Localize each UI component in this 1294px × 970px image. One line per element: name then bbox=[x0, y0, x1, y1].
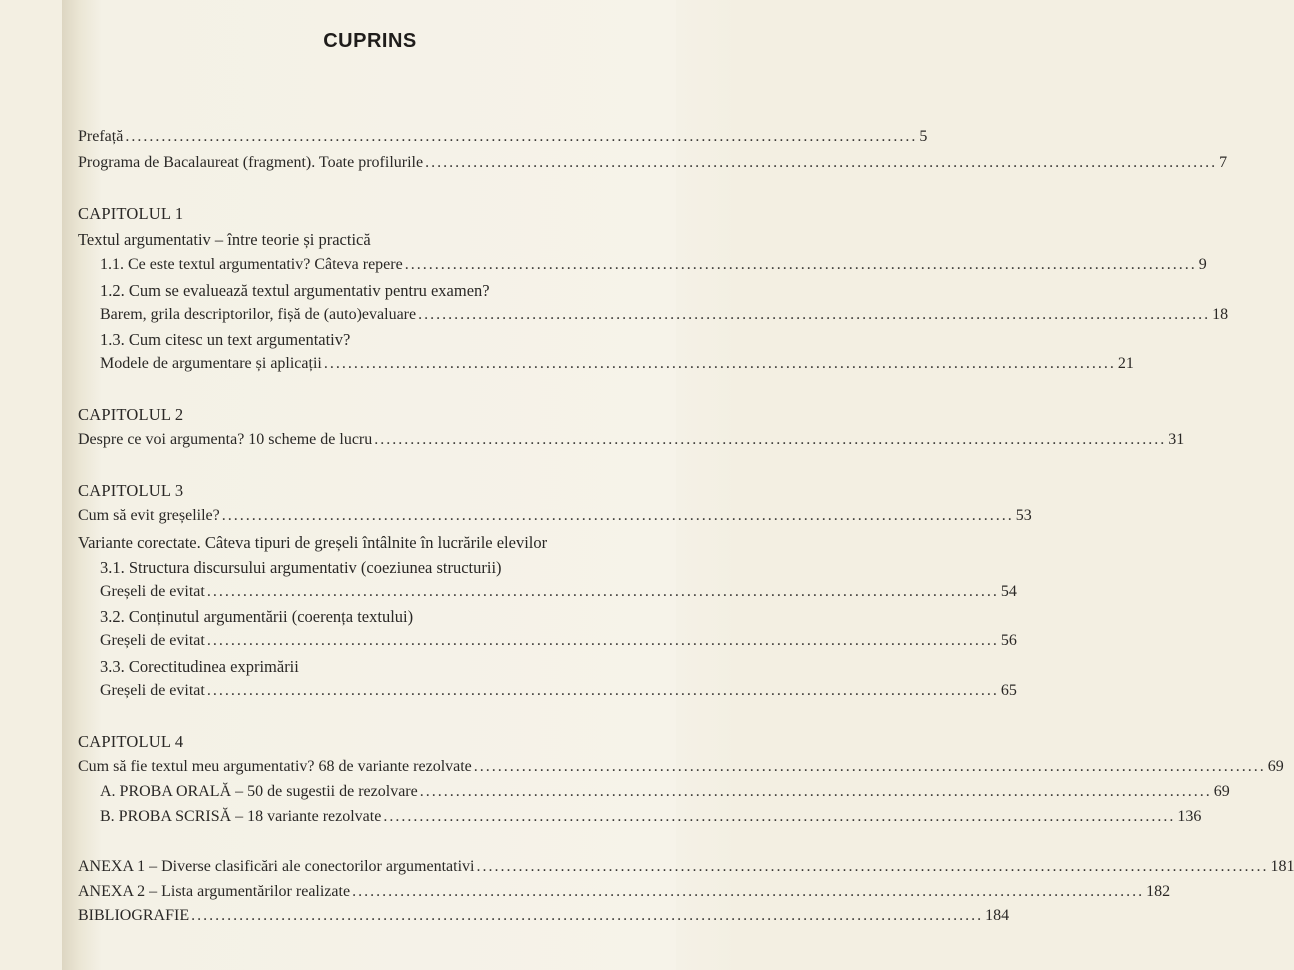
toc-entry-text: B. PROBA SCRISĂ – 18 variante rezolvate bbox=[100, 808, 382, 825]
leader-dots: .................................................................................................................................... bbox=[125, 128, 918, 145]
leader-dots: .................................................................................................................................... bbox=[418, 306, 1211, 323]
toc-entry-text: Prefață bbox=[78, 128, 124, 145]
toc-entry-text: BIBLIOGRAFIE bbox=[78, 907, 190, 924]
toc-page-number: 21 bbox=[1117, 355, 1134, 372]
toc-entry-anexa-1 bbox=[78, 858, 1294, 876]
toc-entry-4-b bbox=[100, 808, 1202, 826]
leader-dots: .................................................................................................................................... bbox=[476, 858, 1269, 875]
chapter-label-4: CAPITOLUL 4 bbox=[78, 732, 184, 751]
toc-page-number: 7 bbox=[1219, 154, 1228, 171]
toc-page-number: 18 bbox=[1212, 306, 1229, 323]
toc-page-number: 182 bbox=[1146, 883, 1171, 900]
toc-entry-text: Cum să fie textul meu argumentativ? 68 de variante rezolvate bbox=[78, 758, 472, 775]
toc-entry-text: Greșeli de evitat bbox=[100, 583, 205, 600]
page-title: CUPRINS bbox=[323, 30, 417, 52]
toc-entry-1-2-heading: 1.2. Cum se evaluează textul argumentativ pentru examen? bbox=[100, 281, 490, 300]
toc-entry-text: Cum să evit greșelile? bbox=[78, 507, 220, 524]
toc-entry-3-2-heading: 3.2. Conținutul argumentării (coerența textului) bbox=[100, 607, 414, 626]
chapter-label-1: CAPITOLUL 1 bbox=[78, 204, 184, 223]
toc-page-number: 181 bbox=[1270, 858, 1294, 875]
toc-entry-3-3-heading: 3.3. Corectitudinea exprimării bbox=[100, 657, 299, 676]
leader-dots: .................................................................................................................................... bbox=[473, 758, 1266, 775]
toc-entry-1-3-heading: 1.3. Cum citesc un text argumentativ? bbox=[100, 330, 351, 349]
leader-dots: .................................................................................................................................... bbox=[206, 632, 999, 649]
leader-dots: .................................................................................................................................... bbox=[206, 682, 999, 699]
toc-entry-text: ANEXA 1 – Diverse clasificări ale conectorilor argumentativi bbox=[78, 858, 475, 875]
toc-page-number: 69 bbox=[1267, 758, 1284, 775]
toc-entry-anexa-2 bbox=[78, 883, 1171, 901]
toc-entry-text: 1.1. Ce este textul argumentativ? Câteva repere bbox=[100, 256, 403, 273]
toc-page-number: 53 bbox=[1015, 507, 1032, 524]
toc-entry-4-a bbox=[100, 783, 1230, 801]
chapter-title-1: Textul argumentativ – între teorie și practică bbox=[78, 230, 371, 249]
toc-entry-text: Greșeli de evitat bbox=[100, 632, 205, 649]
toc-entry-text: ANEXA 2 – Lista argumentărilor realizate bbox=[78, 883, 351, 900]
toc-entry-1-2 bbox=[100, 306, 1229, 324]
toc-entry-chapter-4 bbox=[78, 758, 1284, 776]
toc-entry-programa bbox=[78, 154, 1228, 172]
leader-dots: .................................................................................................................................... bbox=[425, 154, 1218, 171]
toc-page-number: 69 bbox=[1213, 783, 1230, 800]
toc-entry-chapter-3 bbox=[78, 507, 1032, 525]
toc-entry-3-3 bbox=[100, 682, 1017, 700]
chapter-label-3: CAPITOLUL 3 bbox=[78, 481, 184, 500]
chapter-label-2: CAPITOLUL 2 bbox=[78, 405, 184, 424]
toc-entry-text: Programa de Bacalaureat (fragment). Toate profilurile bbox=[78, 154, 424, 171]
toc-page-number: 136 bbox=[1177, 808, 1202, 825]
leader-dots: .................................................................................................................................... bbox=[206, 583, 999, 600]
leader-dots: .................................................................................................................................... bbox=[352, 883, 1145, 900]
toc-entry-text: Greșeli de evitat bbox=[100, 682, 205, 699]
toc-entry-text: Despre ce voi argumenta? 10 scheme de lucru bbox=[78, 431, 373, 448]
leader-dots: .................................................................................................................................... bbox=[191, 907, 984, 924]
toc-entry-text: Modele de argumentare și aplicații bbox=[100, 355, 322, 372]
toc-entry-chapter-2 bbox=[78, 431, 1185, 449]
toc-entry-3-2 bbox=[100, 632, 1017, 650]
toc-page-number: 184 bbox=[985, 907, 1010, 924]
leader-dots: .................................................................................................................................... bbox=[374, 431, 1167, 448]
toc-entry-prefata bbox=[78, 128, 928, 146]
toc-entry-3-1-heading: 3.1. Structura discursului argumentativ (coeziunea structurii) bbox=[100, 558, 502, 577]
toc-page-number: 5 bbox=[919, 128, 928, 145]
toc-entry-text: A. PROBA ORALĂ – 50 de sugestii de rezolvare bbox=[100, 783, 418, 800]
toc-entry-1-3 bbox=[100, 355, 1134, 373]
toc-page-number: 56 bbox=[1000, 632, 1017, 649]
toc-entry-1-1 bbox=[100, 256, 1207, 274]
toc-page-number: 65 bbox=[1000, 682, 1017, 699]
leader-dots: .................................................................................................................................... bbox=[383, 808, 1176, 825]
toc-entry-3-1 bbox=[100, 583, 1017, 601]
toc-entry-bibliografie bbox=[78, 907, 1010, 925]
toc-entry-text: Barem, grila descriptorilor, fișă de (auto)evaluare bbox=[100, 306, 417, 323]
toc-page-number: 31 bbox=[1168, 431, 1185, 448]
leader-dots: .................................................................................................................................... bbox=[404, 256, 1197, 273]
leader-dots: .................................................................................................................................... bbox=[323, 355, 1116, 372]
toc-page-number: 54 bbox=[1000, 583, 1017, 600]
leader-dots: .................................................................................................................................... bbox=[419, 783, 1212, 800]
chapter-3-subtitle: Variante corectate. Câteva tipuri de greșeli întâlnite în lucrările elevilor bbox=[78, 533, 548, 552]
leader-dots: .................................................................................................................................... bbox=[221, 507, 1014, 524]
toc-page-number: 9 bbox=[1198, 256, 1207, 273]
